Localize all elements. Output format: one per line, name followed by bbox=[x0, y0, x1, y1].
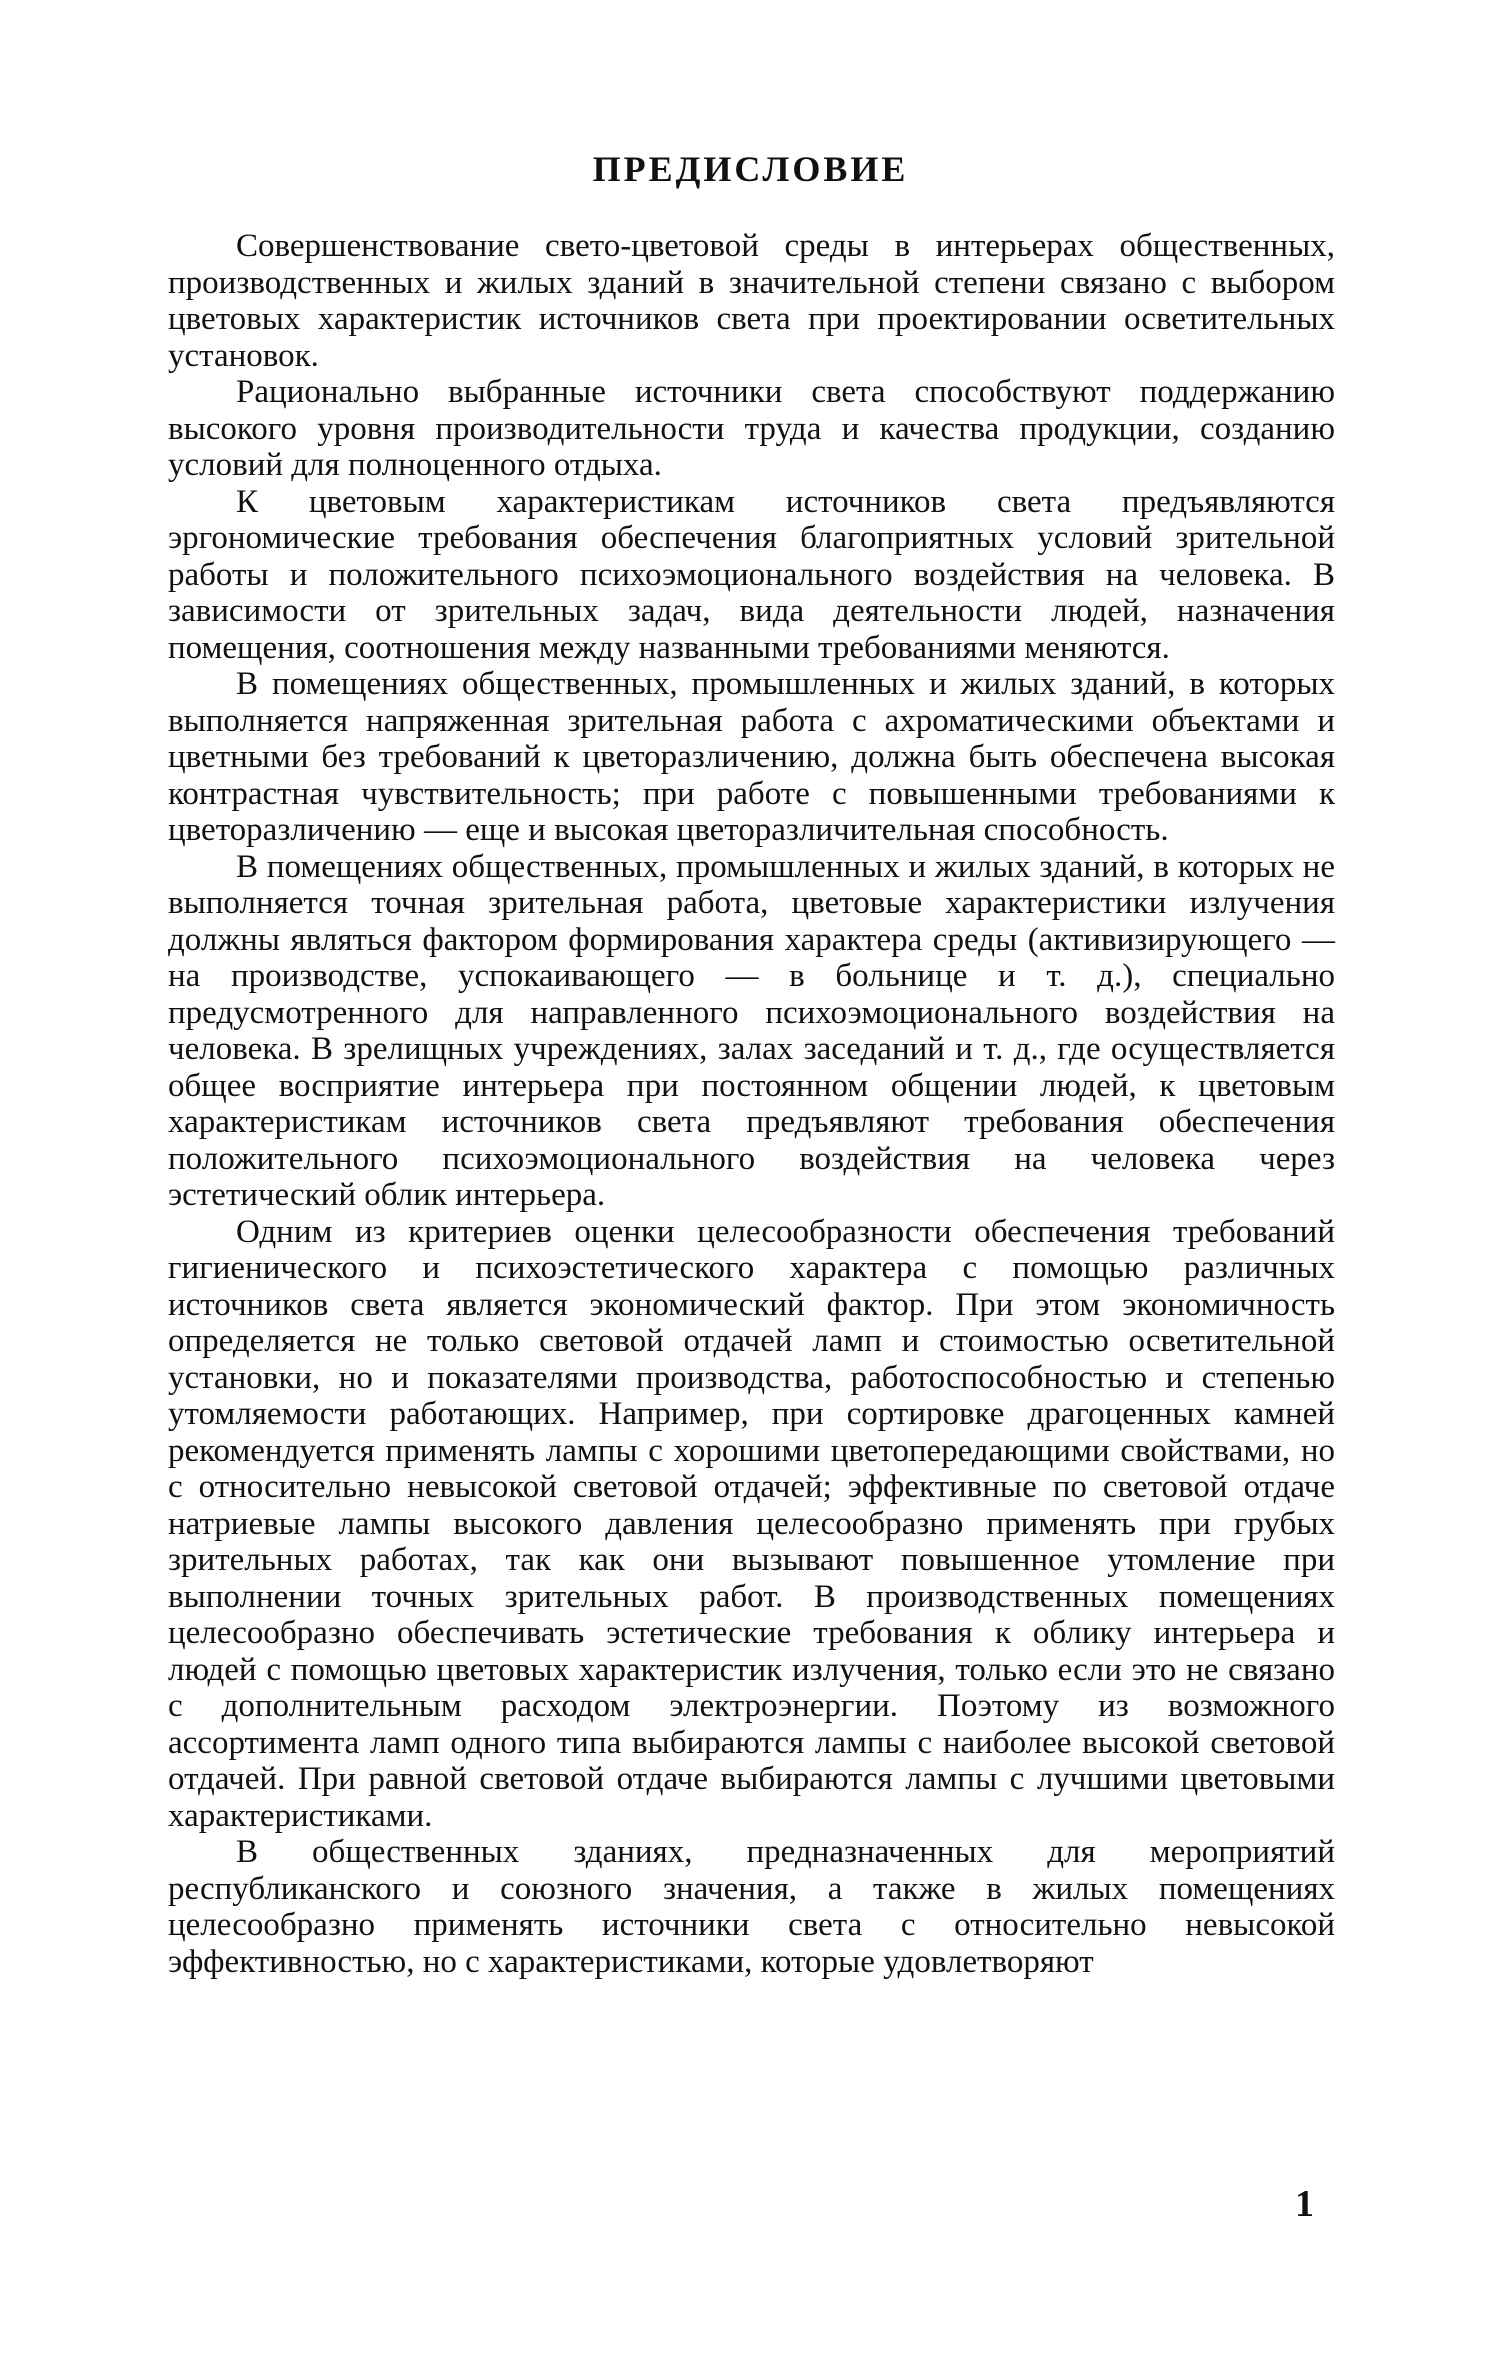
page-number: 1 bbox=[1295, 2183, 1314, 2225]
page-title: ПРЕДИСЛОВИЕ bbox=[592, 149, 909, 189]
paragraph-3: К цветовым характеристикам источников света предъявляются эргономические требования обеспечения благоприятных условий зрительной работы и положительного психоэмоционального воздействия на человека. В зависимости от зрительных задач, вида деятельности людей, назначения помещения, соотношения между названными требованиями меняются. bbox=[168, 483, 1335, 666]
paragraph-2: Рационально выбранные источники света способствуют поддержанию высокого уровня производительности труда и качества продукции, созданию условий для полноценного отдыха. bbox=[168, 374, 1335, 483]
paragraph-4: В помещениях общественных, промышленных и жилых зданий, в которых выполняется напряженная зрительная работа с ахроматическими объектами и цветными без требований к цветоразличению, должна быть обеспечена высокая контрастная чувствительность; при работе с повышенными требованиями к цветоразличению — еще и высокая цветоразличительная способность. bbox=[168, 666, 1335, 848]
body-text bbox=[168, 228, 1335, 1980]
paragraph-5: В помещениях общественных, промышленных и жилых зданий, в которых не выполняется точная зрительная работа, цветовые характеристики излучения должны являться фактором формирования характера среды (активизирующего — на производстве, успокаивающего — в больнице и т. д.), специально предусмотренного для направленного психоэмоционального воздействия на человека. В зрелищных учреждениях, залах заседаний и т. д., где осуществляется общее восприятие интерьера при постоянном общении людей, к цветовым характеристикам источников света предъявляют требования обеспечения положительного психоэмоционального воздействия на человека через эстетический облик интерьера. bbox=[168, 848, 1335, 1213]
paragraph-7: В общественных зданиях, предназначенных для мероприятий республиканского и союзного значения, а также в жилых помещениях целесообразно применять источники света с относительно невысокой эффективностью, но с характеристиками, которые удовлетворяют bbox=[168, 1834, 1335, 1980]
paragraph-6: Одним из критериев оценки целесообразности обеспечения требований гигиенического и психоэстетического характера с помощью различных источников света является экономический фактор. При этом экономичность определяется не только световой отдачей ламп и стоимостью осветительной установки, но и показателями производства, работоспособностью и степенью утомляемости работающих. Например, при сортировке драгоценных камней рекомендуется применять лампы с хорошими цветопередающими свойствами, но с относительно невысокой световой отдачей; эффективные по световой отдаче натриевые лампы высокого давления целесообразно применять при грубых зрительных работах, так как они вызывают повышенное утомление при выполнении точных зрительных работ. В производственных помещениях целесообразно обеспечивать эстетические требования к облику интерьера и людей с помощью цветовых характеристик излучения, только если это не связано с дополнительным расходом электроэнергии. Поэтому из возможного ассортимента ламп одного типа выбираются лампы с наиболее высокой световой отдачей. При равной световой отдаче выбираются лампы с лучшими цветовыми характеристиками. bbox=[168, 1213, 1335, 1834]
paragraph-1: Совершенствование свето-цветовой среды в интерьерах общественных, производственных и жилых зданий в значительной степени связано с выбором цветовых характеристик источников света при проектировании осветительных установок. bbox=[168, 228, 1335, 374]
